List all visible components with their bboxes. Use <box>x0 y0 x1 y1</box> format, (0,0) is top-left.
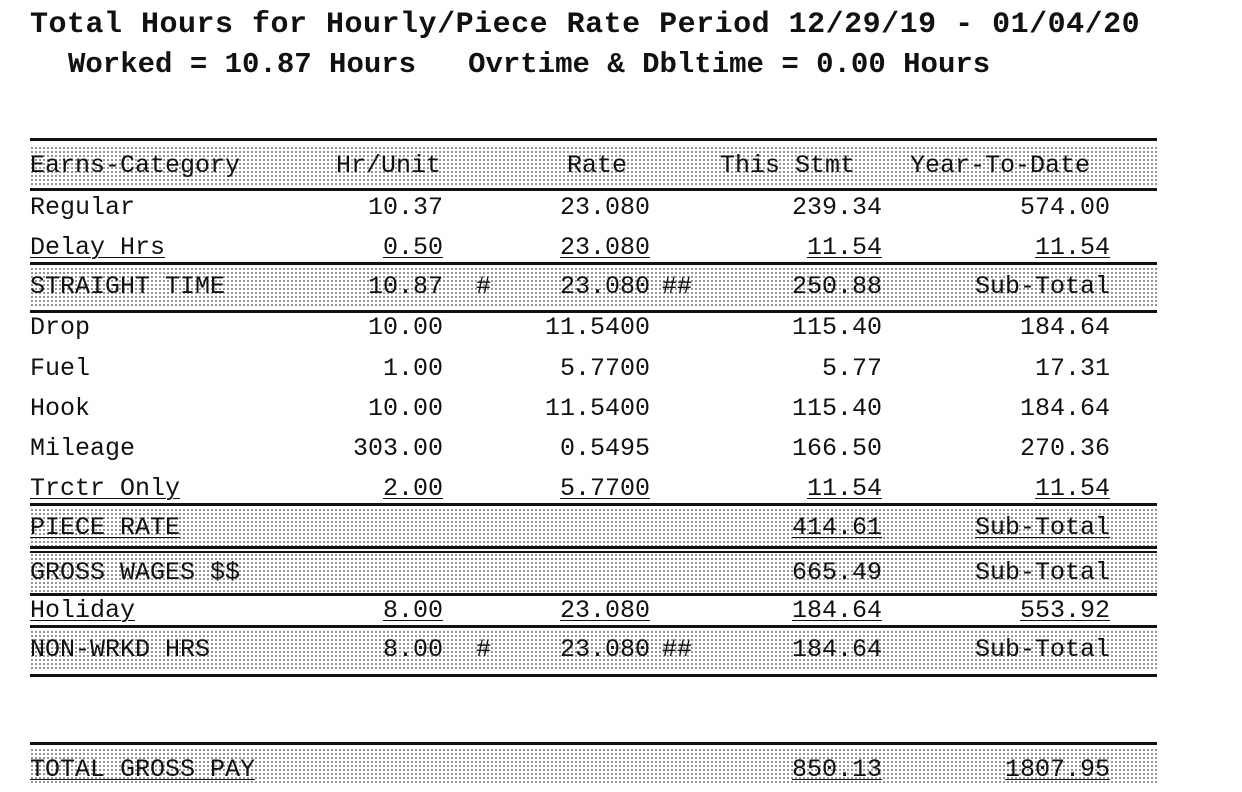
col-header-this-stmt: This Stmt <box>720 151 856 180</box>
row-hr-unit: 8.00 <box>382 596 443 625</box>
table-bottom-rule <box>30 674 1157 677</box>
row-category: GROSS WAGES $$ <box>30 558 241 587</box>
row-hr-unit: 10.00 <box>367 394 443 423</box>
row-hr-unit: 303.00 <box>352 434 443 463</box>
row-hr-unit: 8.00 <box>382 635 443 664</box>
col-header-rate: Rate <box>567 151 628 180</box>
subtotal-rule <box>30 546 1157 549</box>
row-category: TOTAL GROSS PAY <box>30 755 256 784</box>
row-this-stmt: 11.54 <box>806 233 882 262</box>
table-row <box>30 349 1157 389</box>
row-this-stmt: 5.77 <box>821 354 882 383</box>
row-rate: 23.080 <box>559 272 650 301</box>
subtotal-rule <box>30 503 1157 506</box>
col-header-hr-unit: Hr/Unit <box>336 151 442 180</box>
row-this-stmt: 665.49 <box>791 558 882 587</box>
row-ytd: 1807.95 <box>1004 755 1110 784</box>
row-ytd: Sub-Total <box>974 272 1110 301</box>
row-ytd: 11.54 <box>1034 233 1110 262</box>
table-row <box>30 188 1157 228</box>
row-category: Hook <box>30 394 91 423</box>
worked-hours: Worked = 10.87 Hours <box>68 48 417 81</box>
row-this-stmt: 184.64 <box>791 635 882 664</box>
row-this-stmt: 239.34 <box>791 193 882 222</box>
row-ytd: 553.92 <box>1019 596 1110 625</box>
total-rule <box>30 742 1157 745</box>
row-category: Fuel <box>30 354 91 383</box>
subtotal-rule <box>30 262 1157 265</box>
hours-summary <box>68 46 990 84</box>
row-ytd: Sub-Total <box>974 513 1110 542</box>
col-header-ytd: Year-To-Date <box>910 151 1091 180</box>
table-row <box>30 429 1157 469</box>
total-row-gross-pay <box>30 748 1157 785</box>
row-category: Delay Hrs <box>30 233 166 262</box>
table-top-rule <box>30 138 1157 141</box>
row-this-stmt: 850.13 <box>791 755 882 784</box>
row-category: Drop <box>30 313 91 342</box>
subtotal-row-gross-wages <box>30 553 1157 593</box>
row-category: PIECE RATE <box>30 513 181 542</box>
report-title: Total Hours for Hourly/Piece Rate Period 12/29/19 - 01/04/20 <box>30 8 1141 42</box>
row-rate: 23.080 <box>559 635 650 664</box>
row-this-stmt: 115.40 <box>791 394 882 423</box>
row-hr-unit: 1.00 <box>382 354 443 383</box>
row-this-stmt: 414.61 <box>791 513 882 542</box>
table-header-row <box>30 146 1157 186</box>
row-hr-unit: 10.37 <box>367 193 443 222</box>
row-ytd: 11.54 <box>1034 474 1110 503</box>
subtotal-row-non-worked <box>30 630 1157 670</box>
row-this-stmt: 11.54 <box>806 474 882 503</box>
row-rate: 11.5400 <box>544 394 650 423</box>
row-category: Trctr Only <box>30 474 181 503</box>
row-rate: 23.080 <box>559 233 650 262</box>
row-category: NON-WRKD HRS <box>30 635 211 664</box>
row-rate: 5.7700 <box>559 474 650 503</box>
row-rate: 23.080 <box>559 596 650 625</box>
subtotal-row-piece-rate <box>30 508 1157 546</box>
row-this-stmt: 166.50 <box>791 434 882 463</box>
row-category: Regular <box>30 193 136 222</box>
row-ytd: 574.00 <box>1019 193 1110 222</box>
row-hr-unit: 10.87 <box>367 272 443 301</box>
row-category: STRAIGHT TIME <box>30 272 226 301</box>
overtime-hours: Ovrtime & Dbltime = 0.00 Hours <box>468 48 991 81</box>
row-ytd: 270.36 <box>1019 434 1110 463</box>
subtotal-row-straight-time <box>30 267 1157 307</box>
row-ytd: Sub-Total <box>974 558 1110 587</box>
row-hr-unit: 0.50 <box>382 233 443 262</box>
row-ytd: Sub-Total <box>974 635 1110 664</box>
row-hr-unit: 10.00 <box>367 313 443 342</box>
row-rate: 11.5400 <box>544 313 650 342</box>
row-mark: # <box>476 635 492 664</box>
row-this-stmt: 115.40 <box>791 313 882 342</box>
row-hr-unit: 2.00 <box>382 474 443 503</box>
row-this-stmt: 250.88 <box>791 272 882 301</box>
row-mark: # <box>476 272 492 301</box>
row-rate: 0.5495 <box>559 434 650 463</box>
table-row <box>30 308 1157 348</box>
row-ytd: 17.31 <box>1034 354 1110 383</box>
row-ytd: 184.64 <box>1019 394 1110 423</box>
row-category: Holiday <box>30 596 136 625</box>
row-this-stmt: 184.64 <box>791 596 882 625</box>
subtotal-rule <box>30 625 1157 628</box>
col-header-category: Earns-Category <box>30 151 241 180</box>
row-category: Mileage <box>30 434 136 463</box>
table-row <box>30 389 1157 429</box>
row-ytd: 184.64 <box>1019 313 1110 342</box>
row-rate: 5.7700 <box>559 354 650 383</box>
row-mark: ## <box>662 272 693 301</box>
row-mark: ## <box>662 635 693 664</box>
row-rate: 23.080 <box>559 193 650 222</box>
